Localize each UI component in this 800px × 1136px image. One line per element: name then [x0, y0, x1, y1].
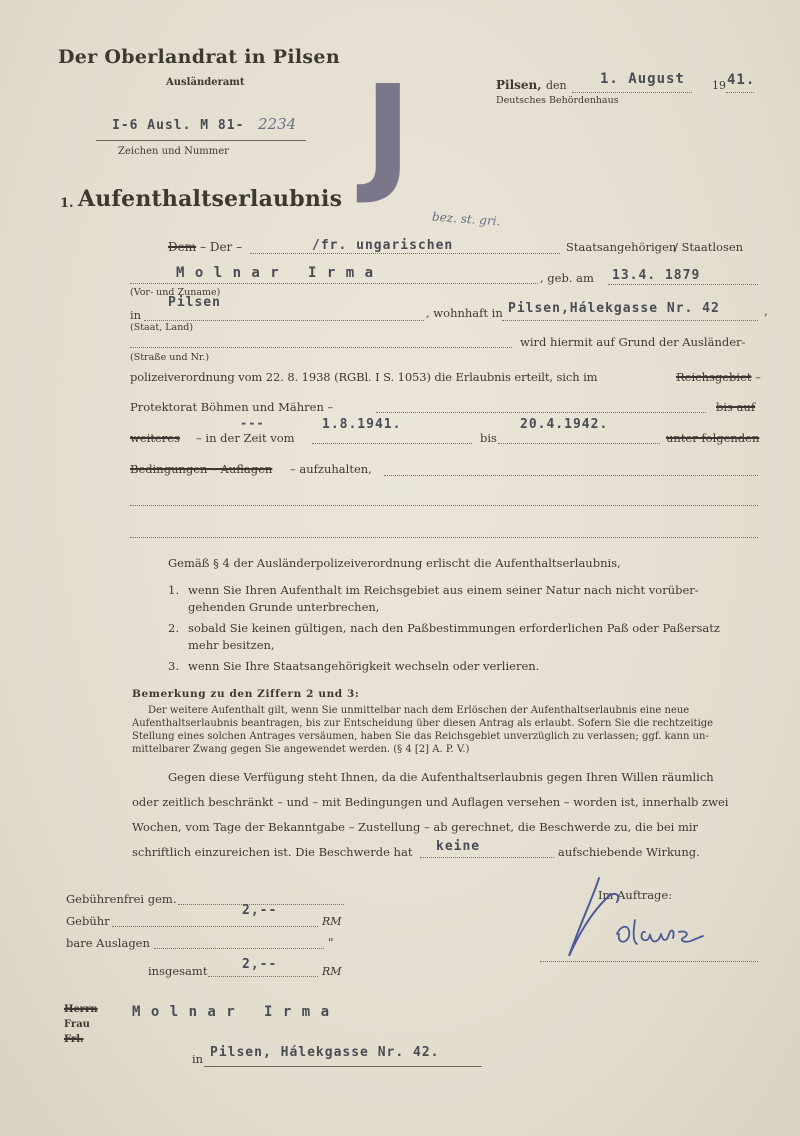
birth-date: 13.4. 1879 [612, 268, 701, 283]
reichsgebiet-struck: Reichsgebiet – [676, 370, 761, 384]
provision-1-line2: gehenden Grunde unterbrechen, [188, 600, 380, 614]
den-label: den [546, 79, 567, 92]
recipient-address: Pilsen, Hálekgasse Nr. 42. [210, 1045, 440, 1060]
provision-3-num: 3. [168, 659, 179, 673]
birthplace-value: Pilsen [168, 295, 221, 310]
nationality-note: bez. st. gri. [431, 209, 501, 229]
reference-label: Zeichen und Nummer [118, 146, 229, 157]
remark-line-4: mittelbarer Zwang gegen Sie angewendet werden. (§ 4 [2] A. P. V.) [132, 744, 470, 755]
total-value: 2,-- [242, 957, 278, 972]
weiteres-struck: weiteres [130, 431, 180, 445]
regulation-text: polizeiverordnung vom 22. 8. 1938 (RGBl. I S. 1053) die Erlaubnis erteilt, sich im [130, 370, 598, 384]
total-label: insgesamt [148, 964, 208, 978]
in-label: in [130, 308, 142, 322]
reference-number-handwritten: 2234 [258, 115, 297, 133]
appeal-value: keine [436, 839, 481, 854]
conditions-struck: Bedingungen – Auflagen [130, 462, 273, 476]
fee-label: Gebühr [66, 914, 110, 928]
authority-heading: Der Oberlandrat in Pilsen [58, 46, 340, 68]
bis-auf-struck: bis auf [716, 400, 756, 414]
fee-free-label: Gebührenfrei gem. [66, 892, 177, 906]
granted-text: wird hiermit auf Grund der Ausländer- [520, 335, 746, 349]
period-text: – in der Zeit vom [196, 431, 295, 445]
fee-currency: RM [322, 915, 342, 928]
protectorate-text: Protektorat Böhmen und Mähren – [130, 400, 334, 414]
document-title: Aufenthaltserlaubnis [78, 186, 343, 212]
reichsgebiet-text: Reichsgebiet [676, 370, 752, 384]
recipient-herrn: Herrn [64, 1004, 98, 1015]
recipient-frl: Frl. [64, 1034, 84, 1045]
provision-2-line1: sobald Sie keinen gültigen, nach den Paßbestimmungen erforderlichen Paß oder Paßersatz [188, 621, 720, 635]
appeal-line-1: Gegen diese Verfügung steht Ihnen, da die Aufenthaltserlaubnis gegen Ihren Willen räumlich [168, 770, 714, 784]
dashes: --- [240, 416, 265, 430]
remark-line-1: Der weitere Aufenthalt gilt, wenn Sie unmittelbar nach dem Erlöschen der Aufenthaltserlaubnis eine neue [148, 705, 690, 716]
der-label: – Der – [200, 240, 243, 254]
place-label: Pilsen, [496, 78, 542, 92]
unter-folgenden-struck: unter folgenden [666, 431, 760, 445]
fee-value: 2,-- [242, 903, 278, 918]
provision-1-line1: wenn Sie Ihren Aufenthalt im Reichsgebiet aus einem seiner Natur nach nicht vorüber- [188, 583, 699, 597]
appeal-line-4: schriftlich einzureichen ist. Die Beschwerde hat [132, 845, 413, 859]
total-currency: RM [322, 965, 342, 978]
building-label: Deutsches Behördenhaus [496, 95, 619, 106]
appeal-line-3: Wochen, vom Tage der Bekanntgabe – Zustellung – ab gerechnet, die Beschwerde zu, die bei mir [132, 820, 699, 834]
stay-text: – aufzuhalten, [290, 462, 372, 476]
der-text: Der [209, 240, 233, 254]
expenses-ditto: " [328, 936, 334, 950]
dem-struck: Dem [168, 240, 197, 254]
nationality-value: /fr. ungarischen [312, 238, 454, 253]
provision-2-line2: mehr besitzen, [188, 638, 275, 652]
person-name: M o l n a r I r m a [176, 265, 375, 281]
bis-label: bis [480, 431, 497, 445]
signature [555, 872, 725, 962]
expenses-label: bare Auslagen [66, 936, 150, 950]
provision-1-num: 1. [168, 583, 179, 597]
appeal-line-2: oder zeitlich beschränkt – und – mit Bedingungen und Auflagen versehen – worden ist, innerhalb zwei [132, 795, 729, 809]
stateless-text: Staatlosen [681, 240, 744, 254]
remark-line-3: Stellung eines solchen Antrages versäumen, haben Sie das Reichsgebiet unverzüglich zu verlassen; ggf. kann un- [132, 731, 709, 742]
remark-line-2: Aufenthaltserlaubnis beantragen, bis zur Entscheidung über diesen Antrag als erlaubt. Sofern Sie die rechtzeitige [132, 718, 714, 729]
office-label: Ausländeramt [166, 77, 245, 88]
born-label: , geb. am [540, 271, 594, 285]
remark-heading: Bemerkung zu den Ziffern 2 und 3: [132, 688, 360, 700]
jewish-j-stamp: J [364, 59, 412, 208]
nationality-label: Staatsangehörigen [566, 240, 677, 254]
year-prefix: 19 [712, 79, 726, 92]
recipient-name: M o l n a r I r m a [132, 1004, 331, 1020]
valid-to-date: 20.4.1942. [520, 417, 609, 432]
stateless-label: / Staatlosen [674, 240, 744, 254]
year-suffix: 41. [727, 72, 756, 88]
recipient-frau: Frau [64, 1019, 90, 1030]
provisions-intro: Gemäß § 4 der Ausländerpolizeiverordnung erlischt die Aufenthaltserlaubnis, [168, 556, 621, 570]
appeal-end: aufschiebende Wirkung. [558, 845, 700, 859]
street-label: (Straße und Nr.) [130, 352, 210, 363]
address-comma: , [764, 304, 768, 318]
state-label: (Staat, Land) [130, 322, 194, 333]
provision-2-num: 2. [168, 621, 179, 635]
section-number: 1. [60, 196, 74, 211]
residing-label: , wohnhaft in [426, 306, 503, 320]
provision-3-line1: wenn Sie Ihre Staatsangehörigkeit wechseln oder verlieren. [188, 659, 540, 673]
issue-date: 1. August [600, 71, 685, 87]
name-label: (Vor- und Zuname) [130, 287, 221, 298]
valid-from-date: 1.8.1941. [322, 417, 402, 432]
signature-label: Im Auftrage: [598, 888, 673, 902]
recipient-in-label: in [192, 1052, 204, 1066]
reference-number: I-6 Ausl. M 81- [112, 118, 245, 133]
residence-address: Pilsen,Hálekgasse Nr. 42 [508, 301, 720, 316]
